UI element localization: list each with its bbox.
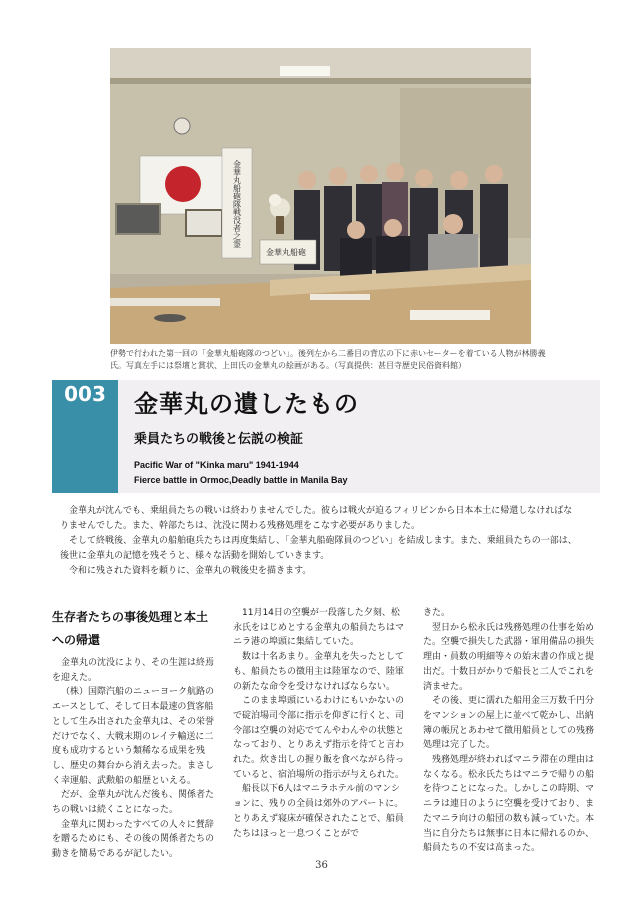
- article-subtitle: 乗員たちの戦後と伝説の検証: [134, 432, 304, 447]
- page-number: 36: [315, 860, 328, 871]
- body-paragraph: だが、金華丸が沈んだ後も、関係者たちの戦いは続くことになった。: [52, 790, 215, 816]
- photo-caption: 伊勢で行われた第一回の「金華丸船砲隊のつどい」。後列左から二番目の背広の下に赤いセーターを着ている人物が林勝義氏。写真左手には祭壇と賞状、上田氏の金華丸の絵画がある。（写真提供：甚目寺歴史民俗資料館）: [110, 349, 546, 370]
- lead-paragraph: 金華丸が沈んでも、乗組員たちの戦いは終わりませんでした。彼らは戦火が迫るフィリピンから日本本土に帰還しなければなりませんでした。また、幹部たちは、沈没に関わる残務処理をこなす必要がありました。: [60, 506, 573, 531]
- banner-text: 金華丸船砲隊戦没者之霊: [232, 160, 242, 248]
- body-column-2: [233, 606, 405, 841]
- body-paragraph: 11月14日の空襲が一段落した夕刻、松永氏をはじめとする金華丸の船員たちはマニラ港の埠頭に集結していた。: [233, 608, 405, 648]
- body-column-3: [423, 606, 595, 856]
- body-paragraph: このまま埠頭にいるわけにもいかないので碇泊場司令部に指示を仰ぎに行くと、司令部は空襲の対応でてんやわんやの状態となっており、とりあえず指示を待てと言われた。炊き出しの握り飯を食べながら待っていると、宿泊場所の指示が与えられた。: [233, 696, 405, 780]
- body-paragraph: その後、更に濡れた船用金三万数千円分をマンションの屋上に並べて乾かし、出納簿の帳尻とあわせて徴用船員としての残務処理は完了した。: [423, 696, 595, 751]
- body-paragraph: （株）国際汽船のニューヨーク航路のエースとして、そして日本最速の貨客船として生み出された金華丸は、その栄誉だけでなく、大戦末期のレイテ輸送に二度も成功するという類稀なる成果を残し、歴史の舞台から消え去った。まさしく幸運船、武勲船の船歴といえる。: [52, 687, 215, 786]
- body-paragraph: 船長以下6人はマニラホテル前のマンションに、残りの全員は郊外のアパートに。とりあえず寝床が確保されたことで、船員たちはほっと一息つくことがで: [233, 784, 404, 839]
- lead-paragraph: そして終戦後、金華丸の船舶砲兵たちは再度集結し、「金華丸船砲隊員のつどい」を結成します。また、乗組員たちの一部は、後世に金華丸の記憶を残そうと、様々な活動を開始していきます。: [60, 536, 577, 561]
- english-title-line-2: Fierce battle in Ormoc,Deadly battle in Manila Bay: [134, 475, 348, 485]
- body-paragraph: きた。: [423, 608, 451, 618]
- article-number: 003: [64, 382, 106, 406]
- body-paragraph: 翌日から松永氏は残務処理の仕事を始めた。空襲で損失した武器・軍用備品の損失理由・員数の明細等々の始末書の作成と提出だ。十数日がかりで船長と二人でこれを済ませた。: [423, 622, 595, 692]
- english-title-line-1: Pacific War of "Kinka maru" 1941-1944: [134, 460, 299, 470]
- body-column-1: [52, 606, 217, 862]
- body-paragraph: 残務処理が終わればマニラ滞在の理由はなくなる。松永氏たちはマニラで帰りの船を待つことになった。しかしこの時期、マニラは連日のように空襲を受けており、またマニラ向けの船団の数も減っていた。本当に自分たちは無事に日本に帰れるのか、船員たちの不安は高まった。: [423, 755, 595, 854]
- lead-paragraph: 令和に残された資料を頼りに、金華丸の戦後史を描きます。: [69, 566, 312, 576]
- body-paragraph: 金華丸に関わったすべての人々に賛辞を贈るためにも、その後の関係者たちの動きを簡易であるが記したい。: [52, 819, 215, 860]
- section-heading: 生存者たちの事後処理と本土への帰還: [52, 610, 209, 647]
- body-paragraph: 数は十名あまり。金華丸を失ったとしても、船員たちの徴用主は陸軍なので、陸軍の新たな命令を受けなければならない。: [233, 652, 405, 692]
- body-paragraph: 金華丸の沈没により、その生涯は終焉を迎えた。: [52, 658, 215, 683]
- lead-text: [60, 504, 580, 579]
- table-sign-text: 金華丸船砲: [266, 248, 306, 257]
- article-title: 金華丸の遺したもの: [134, 390, 359, 418]
- group-photo: [110, 48, 531, 344]
